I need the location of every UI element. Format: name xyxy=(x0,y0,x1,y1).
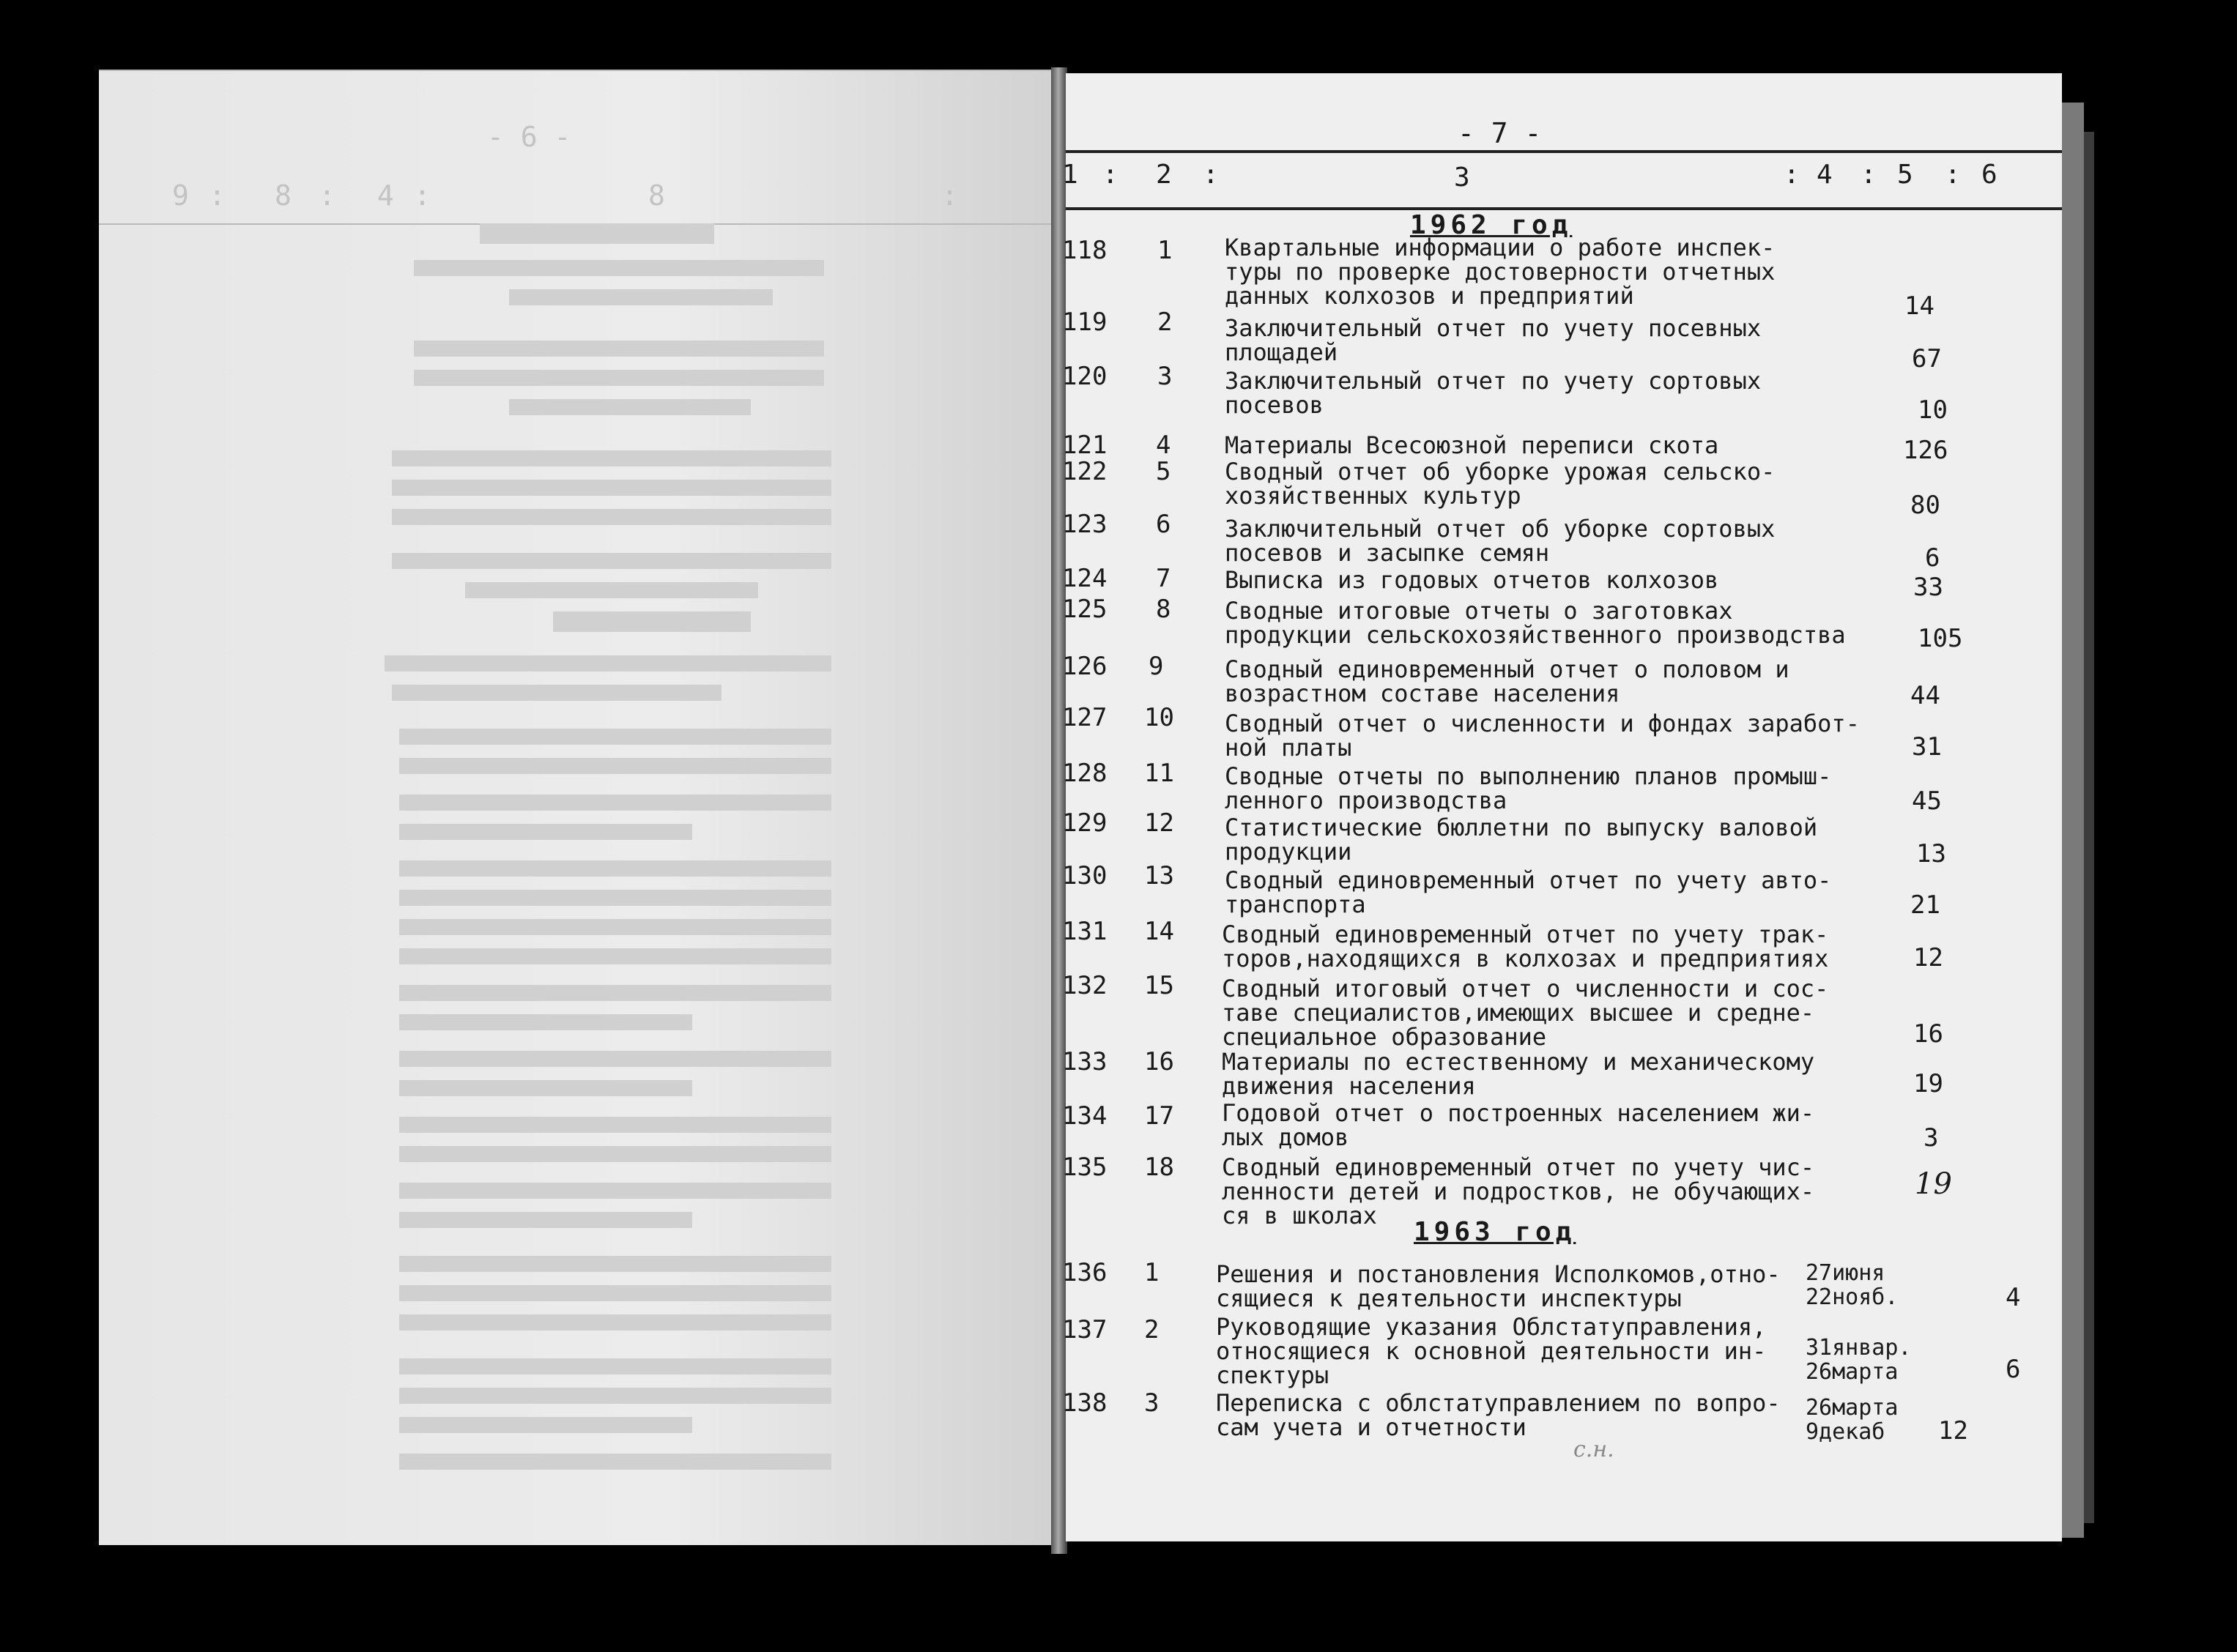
row-title: Материалы Всесоюзной переписи скота xyxy=(1225,431,1719,459)
row-title: Сводные итоговые отчеты о заготовках продукции сельскохозяйственного производства xyxy=(1225,597,1846,649)
left-header-cell: : xyxy=(319,179,335,212)
row-pages: 44 xyxy=(1910,681,1940,710)
row-index: 3 xyxy=(1157,362,1173,391)
row-index: 4 xyxy=(1156,431,1171,460)
row-title: Сводный отчет об уборке урожая сельско- хозяйственных культур xyxy=(1225,458,1776,510)
row-pages: 6 xyxy=(2006,1355,2021,1384)
header-col-4: 4 xyxy=(1817,160,1833,190)
row-number: 124 xyxy=(1062,564,1108,593)
header-sep: : xyxy=(1945,160,1961,190)
row-pages: 45 xyxy=(1912,786,1942,816)
row-index: 15 xyxy=(1144,971,1174,1000)
row-pages: 16 xyxy=(1913,1019,1943,1049)
row-pages: 3 xyxy=(1923,1123,1939,1153)
row-index: 2 xyxy=(1157,308,1173,337)
row-pages: 31 xyxy=(1912,732,1942,762)
row-index: 7 xyxy=(1156,564,1171,593)
left-header-cell: : xyxy=(209,179,226,212)
row-title: Заключительный отчет по учету посевных площадей xyxy=(1225,314,1762,366)
left-header-cell: : xyxy=(414,179,431,212)
row-pages: 33 xyxy=(1913,573,1943,602)
row-title: Сводный отчет о численности и фондах заработ- ной платы xyxy=(1225,710,1860,762)
row-number: 118 xyxy=(1062,236,1108,265)
row-title: Сводные отчеты по выполнению планов промыш- ленного производства xyxy=(1225,762,1832,814)
row-pages: 12 xyxy=(1938,1416,1968,1446)
row-index: 8 xyxy=(1156,595,1171,624)
row-index: 16 xyxy=(1144,1047,1174,1076)
row-number: 132 xyxy=(1062,971,1108,1000)
row-dates: 26марта 9декаб xyxy=(1806,1395,1899,1445)
row-number: 131 xyxy=(1062,917,1108,946)
header-sep: : xyxy=(1102,160,1118,190)
left-header-cell: 8 xyxy=(648,179,665,212)
row-index: 18 xyxy=(1144,1153,1174,1182)
row-index: 2 xyxy=(1144,1315,1160,1344)
row-pages: 13 xyxy=(1916,839,1946,868)
row-title: Заключительный отчет по учету сортовых посевов xyxy=(1225,367,1762,419)
row-title: Статистические бюллетни по выпуску валовой продукции xyxy=(1225,814,1818,866)
row-number: 125 xyxy=(1062,595,1108,624)
year-heading-1962: 1962 год xyxy=(1410,210,1573,240)
row-number: 121 xyxy=(1062,431,1108,460)
row-title: Годовой отчет о построенных населением жи- лых домов xyxy=(1222,1099,1815,1151)
row-index: 14 xyxy=(1144,917,1174,946)
row-index: 6 xyxy=(1156,510,1171,539)
left-header-cell: 8 xyxy=(275,179,292,212)
row-number: 135 xyxy=(1062,1153,1108,1182)
row-number: 133 xyxy=(1062,1047,1108,1076)
row-number: 120 xyxy=(1062,362,1108,391)
row-pages: 10 xyxy=(1918,395,1948,425)
header-col-6: 6 xyxy=(1981,160,1997,190)
left-page xyxy=(99,70,1051,1545)
row-pages: 19 xyxy=(1915,1167,1952,1201)
row-pages: 14 xyxy=(1904,291,1934,321)
year-heading-1963: 1963 год xyxy=(1414,1217,1576,1247)
row-pages: 126 xyxy=(1903,436,1948,465)
left-header-cell: 4 xyxy=(377,179,394,212)
row-index: 13 xyxy=(1144,861,1174,890)
row-pages: 6 xyxy=(1925,543,1940,573)
row-index: 3 xyxy=(1144,1388,1160,1418)
row-title: Материалы по естественному и механическому движения населения xyxy=(1222,1048,1815,1100)
header-col-3: 3 xyxy=(1454,163,1470,193)
row-number: 130 xyxy=(1062,861,1108,890)
header-sep: : xyxy=(1784,160,1800,190)
header-sep: : xyxy=(1861,160,1877,190)
row-title: Сводный единовременный отчет по учету трак- торов,находящихся в колхозах и предприятиях xyxy=(1222,920,1829,972)
row-index: 9 xyxy=(1149,652,1164,681)
header-col-2: 2 xyxy=(1156,160,1172,190)
header-sep: : xyxy=(1203,160,1219,190)
row-index: 17 xyxy=(1144,1101,1174,1131)
row-title: Переписка с облстатуправлением по вопро- сам учета и отчетности xyxy=(1216,1389,1781,1441)
row-index: 11 xyxy=(1144,759,1174,788)
header-col-5: 5 xyxy=(1897,160,1913,190)
row-index: 1 xyxy=(1144,1258,1160,1287)
row-title: Сводный единовременный отчет по учету чис- ленности детей и подростков, не обучающих- ся в школах xyxy=(1222,1153,1815,1229)
handwritten-initials: с.н. xyxy=(1573,1437,1614,1462)
left-header-cell: : xyxy=(941,179,958,212)
row-title: Решения и постановления Исполкомов,отно- сящиеся к деятельности инспектуры xyxy=(1216,1260,1781,1312)
row-title: Заключительный отчет об уборке сортовых посевов и засыпке семян xyxy=(1225,515,1776,567)
row-number: 126 xyxy=(1062,652,1108,681)
row-number: 138 xyxy=(1062,1388,1108,1418)
left-page-number: - 6 - xyxy=(487,121,571,153)
left-header-cell: 9 xyxy=(172,179,189,212)
row-number: 123 xyxy=(1062,510,1108,539)
row-number: 119 xyxy=(1062,308,1108,337)
row-pages: 80 xyxy=(1910,491,1940,520)
header-col-1: 1 xyxy=(1062,160,1078,190)
row-number: 137 xyxy=(1062,1315,1108,1344)
row-title: Сводный итоговый отчет о численности и сос- таве специалистов,имеющих высшее и средне- специальное образование xyxy=(1222,975,1829,1051)
row-title: Квартальные информации о работе инспек- туры по проверке достоверности отчетных данных колхозов и предприятий xyxy=(1225,234,1776,310)
row-index: 5 xyxy=(1156,457,1171,486)
row-title: Руководящие указания Облстатуправления, относящиеся к основной деятельности ин- спектуры xyxy=(1216,1313,1767,1389)
row-number: 122 xyxy=(1062,457,1108,486)
row-pages: 19 xyxy=(1913,1069,1943,1098)
page-stack-edge-dark xyxy=(2084,132,2094,1523)
row-pages: 4 xyxy=(2006,1283,2021,1312)
bleed-through-texture xyxy=(99,70,1051,1545)
row-dates: 27июня 22нояб. xyxy=(1806,1260,1899,1310)
row-pages: 105 xyxy=(1918,624,1963,653)
row-pages: 67 xyxy=(1912,344,1942,373)
row-pages: 21 xyxy=(1910,890,1940,920)
row-index: 1 xyxy=(1157,236,1173,265)
row-number: 136 xyxy=(1062,1258,1108,1287)
row-number: 134 xyxy=(1062,1101,1108,1131)
row-title: Выписка из годовых отчетов колхозов xyxy=(1225,566,1719,594)
row-number: 127 xyxy=(1062,703,1108,732)
row-number: 128 xyxy=(1062,759,1108,788)
row-title: Сводный единовременный отчет по учету авто- транспорта xyxy=(1225,866,1832,918)
page-number: - 7 - xyxy=(1458,117,1542,149)
header-top-rule xyxy=(1066,150,2062,153)
row-dates: 31январ. 26марта xyxy=(1806,1335,1912,1385)
row-index: 12 xyxy=(1144,808,1174,838)
row-index: 10 xyxy=(1144,703,1174,732)
page-stack-edge xyxy=(2062,103,2084,1538)
row-pages: 12 xyxy=(1913,943,1943,972)
row-title: Сводный единовременный отчет о половом и возрастном составе населения xyxy=(1225,655,1789,707)
row-number: 129 xyxy=(1062,808,1108,838)
